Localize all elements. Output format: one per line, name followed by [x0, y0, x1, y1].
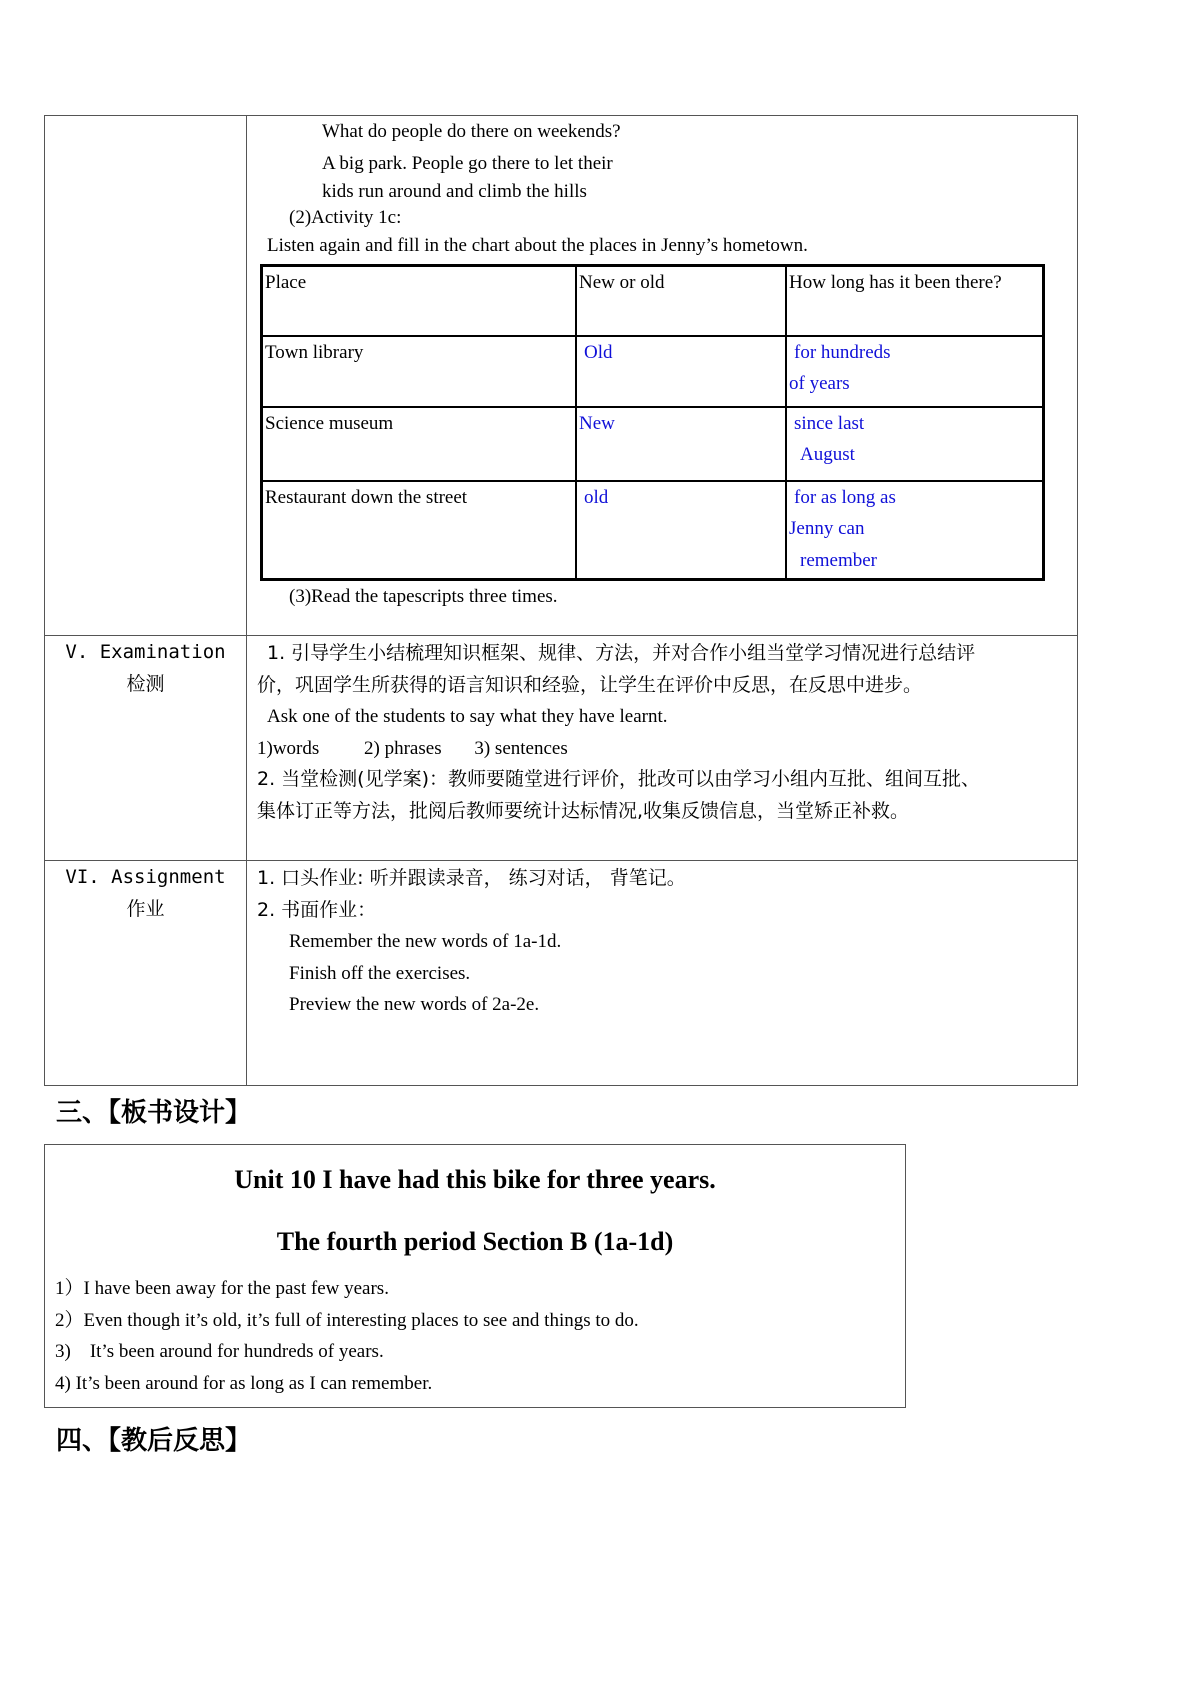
board-design-box	[44, 1144, 906, 1408]
chart-cell-duration	[786, 407, 1044, 481]
chart-row	[262, 481, 1044, 580]
lesson-plan-table	[44, 115, 1078, 1086]
chart-cell-place: Restaurant down the street	[262, 481, 577, 580]
exam-item: 3) sentences	[474, 737, 568, 759]
board-subtitle: The fourth period Section B (1a-1d)	[276, 1227, 674, 1256]
exam-label-zh: 检测	[126, 673, 165, 695]
exam-item: 2) phrases	[364, 737, 442, 759]
assignment-label-en: VI. Assignment	[65, 866, 226, 888]
chart-cell-place: Science museum	[262, 407, 577, 481]
board-sentence: 2）Even though it’s old, it’s full of interesting places to see and things to do.	[55, 1309, 639, 1331]
duration-line: August	[800, 444, 855, 465]
assignment-task: Preview the new words of 2a-2e.	[289, 994, 540, 1015]
board-sentence: 3) It’s been around for hundreds of years.	[55, 1341, 384, 1362]
chart-cell-place: Town library	[262, 336, 577, 407]
exam-row	[45, 636, 1078, 861]
chart-header-duration: How long has it been there?	[786, 265, 1044, 336]
assignment-written: 2. 书面作业：	[257, 898, 377, 921]
chart-row	[262, 336, 1044, 407]
exam-paragraph-2b: 集体订正等方法，批阅后教师要统计达标情况,收集反馈信息，当堂矫正补救。	[257, 799, 910, 822]
exam-paragraph-1: 1. 引导学生小结梳理知识框架、规律、方法，并对合作小组当堂学习情况进行总结评	[267, 642, 976, 664]
chart-cell-age: New	[576, 407, 786, 481]
chart-cell-age: old	[576, 481, 786, 580]
duration-line: since last	[794, 412, 865, 434]
dialogue-line: A big park. People go there to let their	[322, 152, 613, 174]
assignment-task: Finish off the exercises.	[289, 962, 471, 984]
assignment-oral: 1. 口头作业: 听并跟读录音， 练习对话， 背笔记。	[257, 867, 686, 889]
exam-paragraph-1b: 价，巩固学生所获得的语言知识和经验，让学生在评价中反思，在反思中进步。	[257, 673, 923, 696]
activity-label: (2)Activity 1c:	[289, 206, 402, 228]
exam-items	[247, 733, 1077, 765]
exam-paragraph-2: 2. 当堂检测(见学案)：教师要随堂进行评价，批改可以由学习小组内互批、组间互批、	[257, 768, 980, 790]
exam-ask: Ask one of the students to say what they have learnt.	[267, 706, 668, 727]
board-sentence: 1）I have been away for the past few years.	[55, 1278, 389, 1299]
board-sentences	[55, 1273, 639, 1399]
activity-content-cell	[247, 116, 1078, 636]
assignment-content-cell	[247, 861, 1078, 1086]
step-three: (3)Read the tapescripts three times.	[289, 585, 558, 607]
assignment-label-cell	[45, 861, 247, 1086]
duration-line: remember	[800, 549, 878, 571]
exam-label-en: V. Examination	[65, 641, 226, 663]
exam-content-cell	[247, 636, 1078, 861]
board-design-heading: 三、【板书设计】	[56, 1098, 252, 1128]
board-sentence: 4) It’s been around for as long as I can remember.	[55, 1372, 433, 1394]
duration-line: for hundreds	[794, 341, 891, 363]
board-title: Unit 10 I have had this bike for three years.	[234, 1165, 716, 1194]
dialogue-line: kids run around and climb the hills	[322, 181, 587, 202]
duration-line: of years	[789, 373, 850, 394]
chart-cell-age: Old	[576, 336, 786, 407]
chart-cell-duration	[786, 481, 1044, 580]
activity-instruction: Listen again and fill in the chart about the places in Jenny’s hometown.	[267, 235, 808, 256]
assignment-label-zh: 作业	[126, 898, 165, 920]
assignment-task: Remember the new words of 1a-1d.	[289, 931, 562, 952]
chart-row	[262, 407, 1044, 481]
chart-cell-duration	[786, 336, 1044, 407]
activity-row	[45, 116, 1078, 636]
activity-label-cell	[45, 116, 247, 636]
duration-line: for as long as	[794, 486, 896, 508]
chart-header-row	[262, 265, 1044, 336]
places-chart	[260, 264, 1045, 581]
assignment-row	[45, 861, 1078, 1086]
chart-header-age: New or old	[576, 265, 786, 336]
dialogue-line: What do people do there on weekends?	[322, 121, 621, 142]
reflection-heading: 四、【教后反思】	[56, 1426, 252, 1456]
chart-header-place: Place	[262, 265, 577, 336]
exam-label-cell	[45, 636, 247, 861]
duration-line: Jenny can	[789, 518, 865, 539]
exam-item: 1)words	[257, 737, 320, 759]
